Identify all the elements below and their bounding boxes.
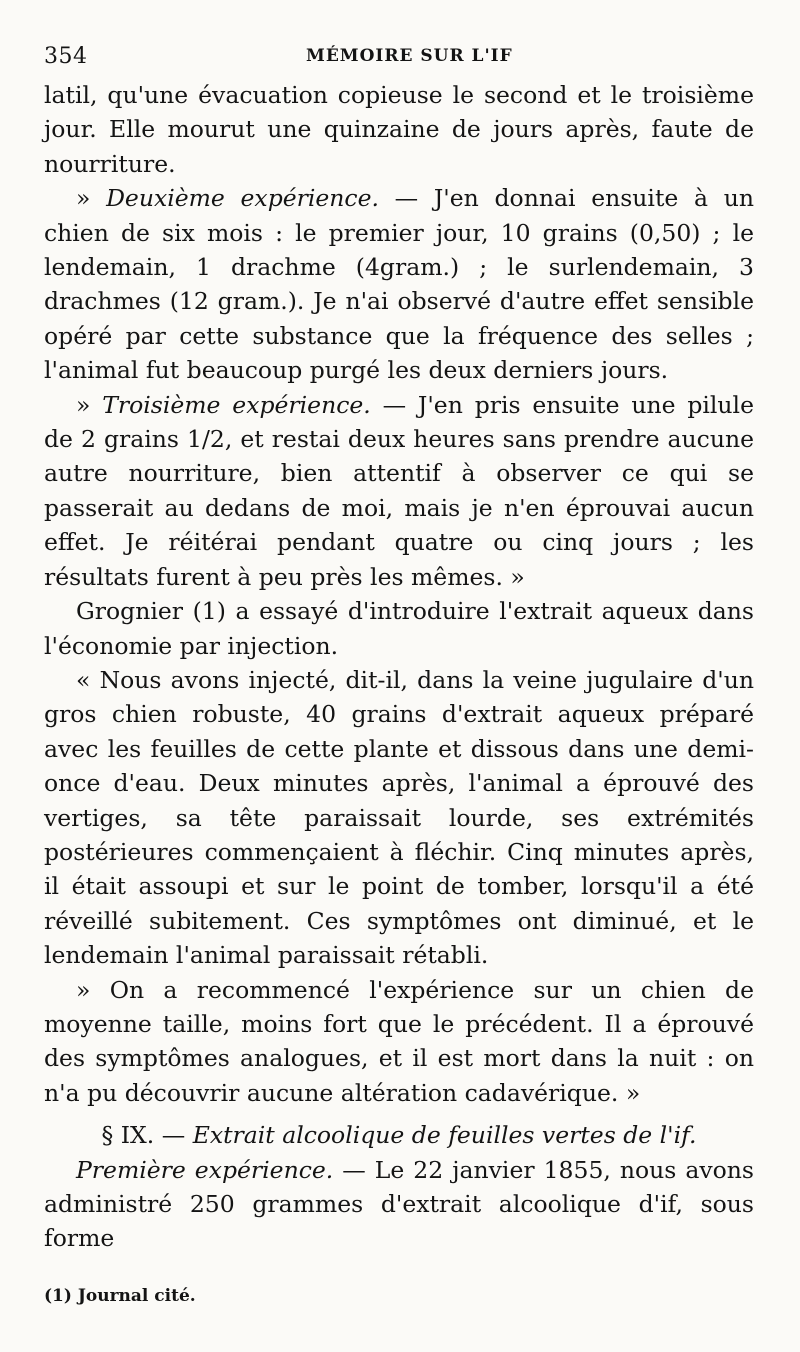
paragraph-7 xyxy=(44,1153,754,1256)
section-heading xyxy=(44,1118,754,1152)
section-number: § IX. — xyxy=(101,1121,193,1150)
experiment-title: Première expérience. xyxy=(76,1155,334,1184)
paragraph-4: Grognier (1) a essayé d'introduire l'extrait aqueux dans l'économie par injection. xyxy=(44,597,754,660)
paragraph-text: — Le 22 janvier 1855, nous avons administré 250 grammes d'extrait alcoolique d'if, sous forme xyxy=(44,1155,754,1253)
footnote: (1) Journal cité. xyxy=(44,1286,196,1306)
quote-mark: » xyxy=(76,184,107,213)
experiment-title: Deuxième expérience. xyxy=(106,184,379,213)
paragraph-5: « Nous avons injecté, dit-il, dans la veine jugulaire d'un gros chien robuste, 40 grains d'extrait aqueux préparé avec les feuilles de cette plante et dissous dans une demi-once d'eau. Deux minutes après, l'animal a éprouvé des vertiges, sa tête paraissait lourde, ses extrémités postérieures commençaient à fléchir. Cinq minutes après, il était assoupi et sur le point de tomber, lorsqu'il a été réveillé subitement. Ces symptômes ont diminué, et le lendemain l'animal paraissait rétabli. xyxy=(44,665,754,970)
section-title: Extrait alcoolique de feuilles vertes de l'if. xyxy=(192,1121,697,1150)
body-text xyxy=(44,78,754,1256)
running-title: MÉMOIRE SUR L'IF xyxy=(306,46,513,66)
experiment-title: Troisième expérience. xyxy=(102,390,371,419)
running-head xyxy=(44,38,754,78)
page-number: 354 xyxy=(44,44,88,69)
paragraph-2 xyxy=(44,181,754,387)
paragraph-1: latil, qu'une évacuation copieuse le second et le troisième jour. Elle mourut une quinzaine de jours après, faute de nourriture. xyxy=(44,81,754,178)
quote-mark: » xyxy=(76,390,103,419)
paragraph-text: — J'en donnai ensuite à un chien de six mois : le premier jour, 10 grains (0,50) ; le lendemain, 1 drachme (4gram.) ; le surlendemain, 3 drachmes (12 gram.). Je n'ai observé d'autre effet sensible opéré par cette substance que la fréquence des selles ; l'animal fut beaucoup purgé les deux derniers jours. xyxy=(44,184,754,385)
paragraph-3 xyxy=(44,388,754,594)
paragraph-text: — J'en pris ensuite une pilule de 2 grains 1/2, et restai deux heures sans prendre aucune autre nourriture, bien attentif à observer ce qui se passerait au dedans de moi, mais je n'en éprouvai aucun effet. Je réitérai pendant quatre ou cinq jours ; les résultats furent à peu près les mêmes. » xyxy=(44,390,754,591)
paragraph-6: » On a recommencé l'expérience sur un chien de moyenne taille, moins fort que le précédent. Il a éprouvé des symptômes analogues, et il est mort dans la nuit : on n'a pu découvrir aucune altération cadavérique. » xyxy=(44,975,754,1107)
